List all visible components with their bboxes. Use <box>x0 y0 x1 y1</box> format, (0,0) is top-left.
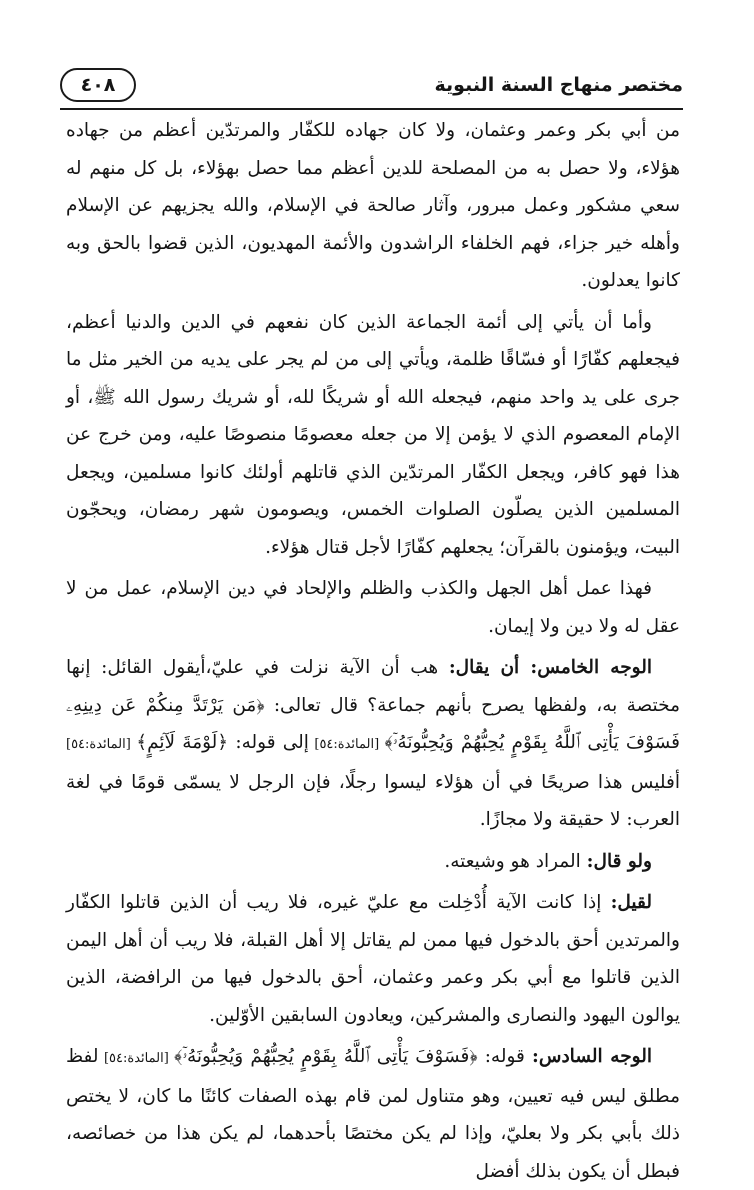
quran-verse: ﴿لَوْمَةَ لَآئِمٍ﴾ <box>136 732 229 753</box>
page-number: ٤٠٨ <box>60 68 136 102</box>
paragraph-text: إلى قوله: <box>228 732 309 753</box>
paragraph-fifth-aspect <box>66 649 680 839</box>
paragraph-label: ولو قال: <box>586 850 652 872</box>
paragraph-label: الوجه الخامس: أن يقال: <box>448 657 652 678</box>
paragraph-3: فهذا عمل أهل الجهل والكذب والظلم والإلحاد في دين الإسلام، عمل من لا عقل له ولا دين ولا إيمان. <box>66 578 680 637</box>
paragraph-objection <box>66 843 680 881</box>
verse-reference: [المائدة:٥٤] <box>98 1051 175 1066</box>
paragraph-text: المراد هو وشيعته. <box>444 850 587 872</box>
verse-reference: [المائدة:٥٤] <box>308 737 385 752</box>
paragraph-sixth-aspect <box>66 1038 680 1190</box>
page-header <box>60 68 683 108</box>
paragraph-text: إذا كانت الآية أُدْخِلت مع عليّ غيره، فلا ريب أن الذين قاتلوا الكفّار والمرتدين أحق بالدخول فيها ممن لم يقاتل إلا أهل القبلة، فلا ريب أن أهل اليمن الذين قاتلوا مع أبي بكر وعمر وعثمان، أحق بالدخول فيها من الرافضة، الذين يوالون اليهود والنصارى والمشركين، ويعادون السابقين الأوّلين. <box>66 892 680 1026</box>
page-body <box>66 112 680 1182</box>
paragraph-response <box>66 884 680 1034</box>
paragraph-text: أفليس هذا صريحًا في أن هؤلاء ليسوا رجلًا، فإن الرجل لا يسمّى قومًا في لغة العرب: لا حقيقة ولا مجازًا. <box>66 771 680 830</box>
verse-reference: [المائدة:٥٤] <box>66 737 137 752</box>
paragraph-label: لقيل: <box>610 892 652 913</box>
header-divider <box>60 108 683 110</box>
paragraph-2: وأما أن يأتي إلى أئمة الجماعة الذين كان نفعهم في الدين والدنيا أعظم، فيجعلهم كفّارًا أو فسّاقًا ظلمة، ويأتي إلى من لم يجر على يديه من الخير مثل ما جرى على يد واحد منهم، فيجعله الله أو شريكًا لله، أو شريك رسول الله ﷺ، أو الإمام المعصوم الذي لا يؤمن إلا من جعله معصومًا منصوصًا عليه، ومن خرج عن هذا فهو كافر، ويجعل الكفّار المرتدّين الذي قاتلهم أولئك كانوا مسلمين، ويجعل المسلمين الذين يصلّون الصلوات الخمس، ويصومون شهر رمضان، ويحجّون البيت، ويؤمنون بالقرآن؛ يجعلهم كفّارًا لأجل قتال هؤلاء. <box>66 311 680 558</box>
paragraph-text: قوله: <box>477 1046 533 1067</box>
paragraph-label: الوجه السادس: <box>532 1046 652 1067</box>
paragraph-1: من أبي بكر وعمر وعثمان، ولا كان جهاده للكفّار والمرتدّين أعظم من جهاده هؤلاء، ولا حصل به من المصلحة للدين أعظم مما حصل بهؤلاء، بل كل منهم له سعي مشكور وعمل مبرور، وآثار صالحة في الإسلام، والله يجزيهم عن الإسلام وأهله خير جزاء، فهم الخلفاء الراشدون والأئمة المهديون، الذين قضوا بالحق وبه كانوا يعدلون. <box>66 120 680 291</box>
paragraph-text: هب أن الآية نزلت في عليّ،أيقول القائل: إنها مختصة به، ولفظها يصرح بأنهم جماعة؟ قال تعالى: <box>66 657 680 716</box>
quran-verse: ﴿فَسَوْفَ يَأْتِى ٱللَّهُ بِقَوْمٍ يُحِبُّهُمْ وَيُحِبُّونَهُۥٓ﴾ <box>174 1046 478 1067</box>
paragraph-text: لفظ مطلق ليس فيه تعيين، وهو متناول لمن قام بهذه الصفات كائنًا ما كان، لا يختص ذلك بأبي بكر ولا بعليّ، وإذا لم يكن مختصًا بأحدهما، لم يكن هذا من خصائصه، فبطل أن يكون بذلك أفضل <box>66 1046 680 1182</box>
book-title: مختصر منهاج السنة النبوية <box>434 74 683 96</box>
quran-verse: ﴿مَن يَرْتَدَّ مِنكُمْ عَن دِينِهِۦ فَسَوْفَ يَأْتِى ٱللَّهُ بِقَوْمٍ يُحِبُّهُمْ وَيُحِبُّونَهُۥٓ﴾ <box>66 694 680 753</box>
